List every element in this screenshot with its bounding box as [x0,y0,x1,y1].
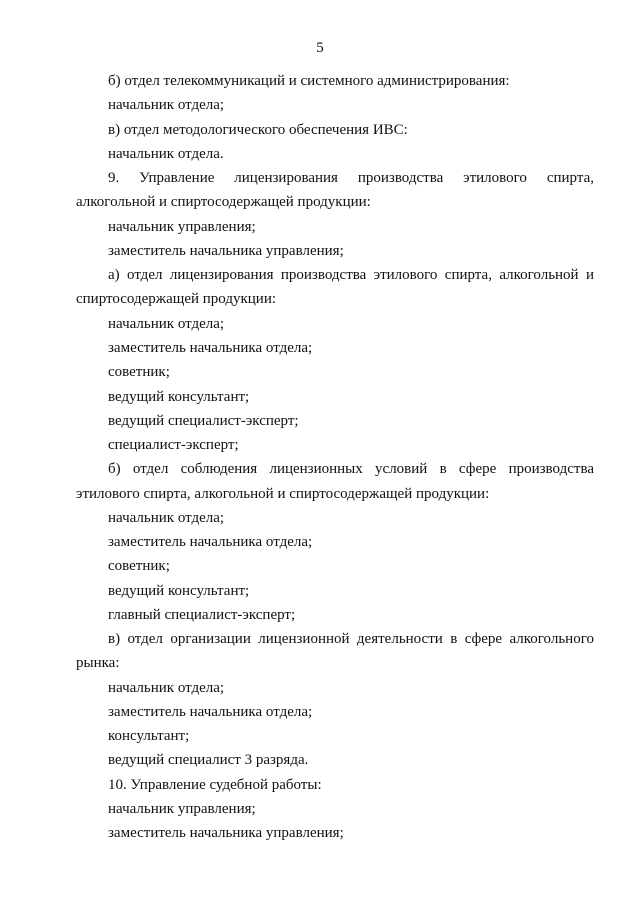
text-line: этилового спирта, алкогольной и спиртосодержащей продукции: [76,486,490,502]
text-line: заместитель начальника отдела; [108,340,313,356]
text-line: начальник отдела; [108,316,225,332]
text-line: главный специалист-эксперт; [108,607,296,623]
text-line: начальник отдела; [108,97,225,113]
page-number: 5 [316,40,324,56]
text-line: консультант; [108,728,190,744]
text-line: ведущий консультант; [108,583,250,599]
text-line: 10. Управление судебной работы: [108,777,322,793]
text-line: заместитель начальника отдела; [108,704,313,720]
text-line: ведущий специалист-эксперт; [108,413,299,429]
text-line: в) отдел методологического обеспечения ИВС: [108,122,408,138]
text-line: советник; [108,364,170,380]
text-line: заместитель начальника управления; [108,243,344,259]
text-line: заместитель начальника отдела; [108,534,313,550]
text-line: начальник управления; [108,801,256,817]
text-line: б) отдел телекоммуникаций и системного администрирования: [108,73,510,89]
text-line: начальник управления; [108,219,256,235]
text-line: советник; [108,558,170,574]
text-line: заместитель начальника управления; [108,825,344,841]
text-line: б) отдел соблюдения лицензионных условий в сфере производства [108,461,594,477]
text-line: ведущий консультант; [108,389,250,405]
text-line: спиртосодержащей продукции: [76,291,277,307]
text-line: начальник отдела. [108,146,224,162]
text-line: рынка: [76,655,120,671]
text-line: специалист-эксперт; [108,437,239,453]
text-line: алкогольной и спиртосодержащей продукции: [76,194,371,210]
text-line: а) отдел лицензирования производства этилового спирта, алкогольной и [108,267,594,283]
text-line: ведущий специалист 3 разряда. [108,752,309,768]
text-line: 9. Управление лицензирования производства этилового спирта, [108,170,594,186]
text-line: начальник отдела; [108,680,225,696]
text-line: начальник отдела; [108,510,225,526]
text-line: в) отдел организации лицензионной деятельности в сфере алкогольного [108,631,594,647]
